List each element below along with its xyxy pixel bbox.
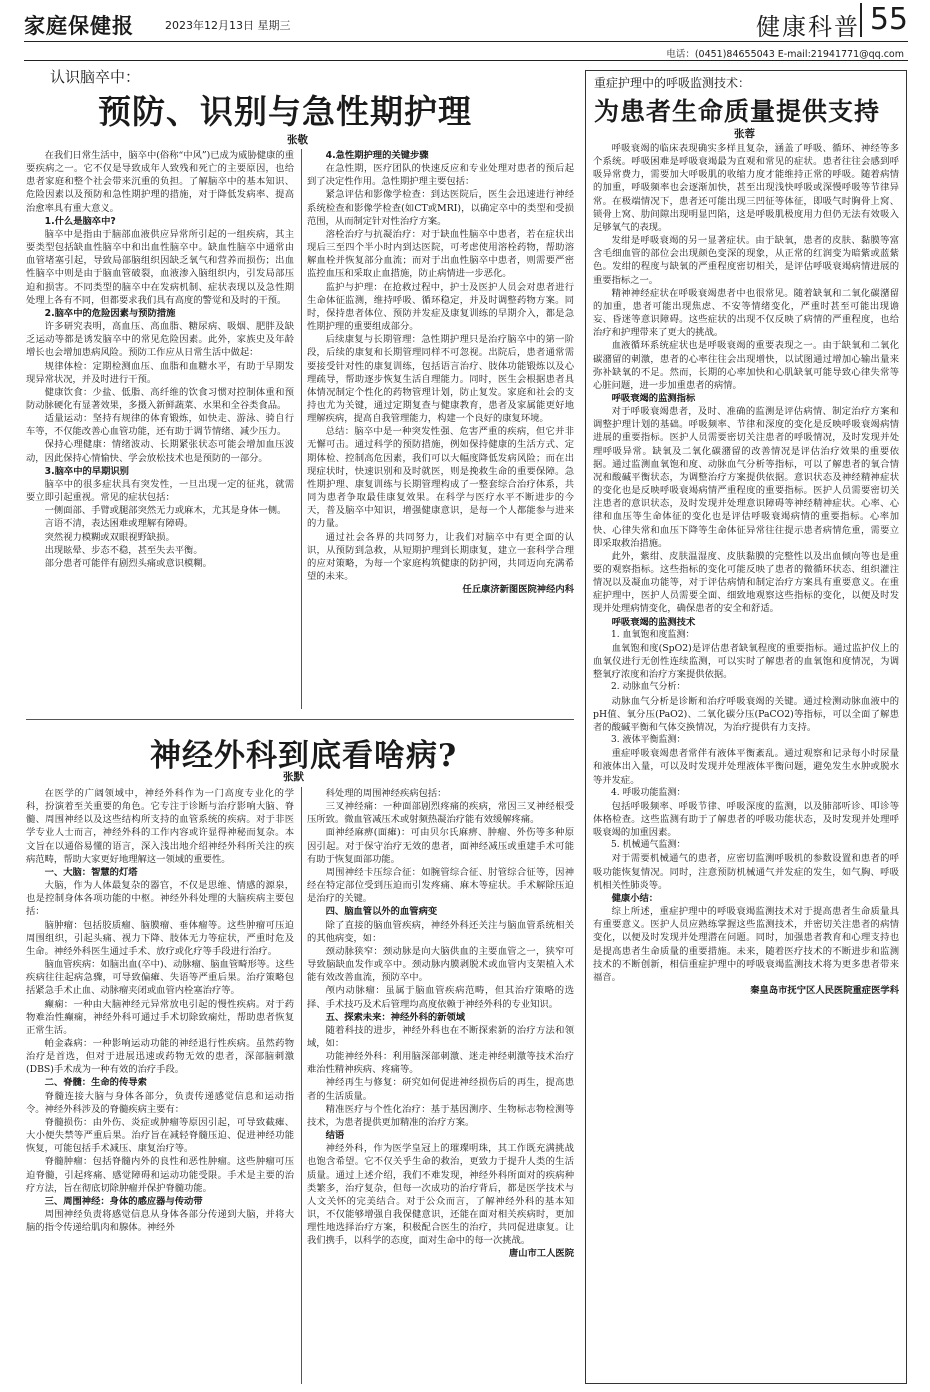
paragraph: 在急性期，医疗团队的快速反应和专业处理对患者的预后起到了决定性作用。急性期护理主要包括： bbox=[307, 163, 574, 188]
subheading: 2. 动脉血气分析： bbox=[611, 682, 686, 693]
paragraph: 脊髓肿瘤：包括脊髓内外的良性和恶性肿瘤。这些肿瘤可压迫脊髓，引起疼痛、感觉障碍和运动功能受限。手术是主要的治疗方法，旨在彻底切除肿瘤并保护脊髓功能。 bbox=[26, 1156, 294, 1194]
paragraph: 紧急评估和影像学检查：到达医院后，医生会迅速进行神经系统检查和影像学检查(如CT或MRI)，以确定卒中的类型和受损范围，从而制定针对性治疗方案。 bbox=[307, 189, 574, 227]
paragraph: 周围神经卡压综合征：如腕管综合征、肘管综合征等，因神经在特定部位受到压迫而引发疼痛、麻木等症状。手术解除压迫是治疗的关键。 bbox=[307, 866, 574, 905]
article3-title: 为患者生命质量提供支持 bbox=[594, 97, 881, 126]
paragraph: 一侧面部、手臂或腿部突然无力或麻木，尤其是身体一侧。 bbox=[44, 505, 287, 517]
paragraph: 出现眩晕、步态不稳，甚至失去平衡。 bbox=[44, 544, 203, 556]
masthead: 家庭保健报 bbox=[24, 14, 134, 38]
paragraph: 部分患者可能伴有剧烈头痛或意识模糊。 bbox=[44, 557, 212, 569]
section-heading: 呼吸衰竭的监测指标 bbox=[611, 392, 696, 404]
paragraph: 脑卒中是指由于脑部血液供应异常所引起的一组疾病，其主要类型包括缺血性脑卒中和出血性脑卒中。缺血性脑卒中通常由血管堵塞引起，导致局部脑组织因缺乏氧气和营养而损伤；出血性脑卒中则是由于脑血管破裂，血液渗入脑组织内，引发局部压迫和损害。不同类型的脑卒中在发病机制、症状表现以及急性期处理上各有不同，但都要求我们具有高度的警觉和及时的干预。 bbox=[26, 228, 294, 306]
paragraph: 脊髓连接大脑与身体各部分，负责传递感觉信息和运动指令。神经外科涉及的脊髓疾病主要有： bbox=[26, 1090, 294, 1115]
paragraph: 综上所述，重症护理中的呼吸衰竭监测技术对于提高患者生命质量具有重要意义。医护人员应熟练掌握这些监测技术，并密切关注患者的病情变化，以便及时发现并处理潜在问题。同时，加强患者教育和心理支持也是提高患者生命质量的重要措施。未来，随着医疗技术的不断进步和监测技术的不断创新，相信重症护理中的呼吸衰竭监测技术将为更多患者带来福音。 bbox=[593, 906, 899, 983]
subheading: 1. 血氧饱和度监测： bbox=[611, 629, 695, 640]
section-heading: 2.脑卒中的危险因素与预防措施 bbox=[44, 307, 176, 319]
section-heading: 二、脊髓：生命的传导索 bbox=[44, 1077, 147, 1089]
author-affiliation: 秦皇岛市抚宁区人民医院重症医学科 bbox=[750, 985, 899, 996]
article2-column-2 bbox=[307, 787, 574, 1384]
page-number: 55 bbox=[860, 3, 908, 37]
section-heading: 三、周围神经：身体的感应器与传动带 bbox=[44, 1195, 203, 1207]
paragraph: 血液循环系统症状也是呼吸衰竭的重要表现之一。由于缺氧和二氧化碳潴留的刺激，患者的心率往往会出现增快，以试图通过增加心输出量来弥补缺氧的不足。然而，长期的心率加快和心肌缺氧可能导致心律失常等心脏问题，进一步加重患者的病情。 bbox=[593, 340, 899, 391]
paragraph: 在我们日常生活中，脑卒中(俗称“中风”)已成为威胁健康的重要疾病之一。它不仅是导致成年人致残和死亡的主要原因，也给患者家庭和整个社会带来沉重的负担。了解脑卒中的基本知识、危险因素以及预防和急性期护理的措施，对于降低发病率、提高治愈率具有重大意义。 bbox=[26, 150, 294, 214]
author-affiliation: 唐山市工人医院 bbox=[508, 1248, 574, 1260]
article2-author: 张默 bbox=[283, 771, 304, 783]
paragraph: 神经再生与修复：研究如何促进神经损伤后的再生，提高患者的生活质量。 bbox=[307, 1077, 574, 1102]
article3-body bbox=[593, 142, 899, 1380]
section-heading: 呼吸衰竭的监测技术 bbox=[611, 616, 696, 628]
paragraph: 保持心理健康：情绪波动、长期紧张状态可能会增加血压波动，因此保持心情愉快、学会放松技术也是预防的一部分。 bbox=[26, 439, 294, 464]
section-heading: 4.急性期护理的关键步骤 bbox=[325, 150, 429, 161]
subheading: 4. 呼吸功能监测： bbox=[611, 787, 686, 798]
paragraph: 突然视力模糊或双眼视野缺损。 bbox=[44, 531, 175, 543]
paragraph: 颈动脉狭窄：颈动脉是向大脑供血的主要血管之一，狭窄可导致脑缺血发作或卒中。颈动脉内膜剥脱术或血管内支架植入术能有效改善血流，预防卒中。 bbox=[307, 945, 574, 984]
article1-column-2 bbox=[307, 149, 574, 715]
paragraph: 监护与护理：在抢救过程中，护士及医护人员会对患者进行生命体征监测，维持呼吸、循环稳定，并及时调整药物方案。同时，保持患者体位、预防并发症及康复训练的早期介入，都是急性期护理的重要组成部分。 bbox=[307, 281, 574, 333]
paragraph: 溶栓治疗与抗凝治疗：对于缺血性脑卒中患者，若在症状出现后三至四个半小时内到达医院，可考虑使用溶栓药物，帮助溶解血栓并恢复部分血流；而对于出血性脑卒中患者，则需要严密监控血压和采取止血措施，防止病情进一步恶化。 bbox=[307, 228, 574, 280]
paragraph: 发绀是呼吸衰竭的另一显著症状。由于缺氧，患者的皮肤、黏膜等富含毛细血管的部位会出现颜色变深的现象，从正常的红润变为暗紫或蓝紫色。发绀的程度与缺氧的严重程度密切相关，是评估呼吸衰竭病情进展的重要指标之一。 bbox=[593, 235, 899, 286]
paragraph: 包括呼吸频率、呼吸节律、呼吸深度的监测，以及肺部听诊、叩诊等体格检查。这些监测有助于了解患者的呼吸功能状态，及时发现并处理呼吸衰竭的加重因素。 bbox=[593, 800, 899, 839]
paragraph: 此外，紫绀、皮肤温湿度、皮肤黏膜的完整性以及出血倾向等也是重要的观察指标。这些指标的变化可能反映了患者的微循环状态、组织灌注情况以及凝血功能等，对于评估病情和制定治疗方案具有重要意义。在重症护理中，医护人员需要全面、细致地观察这些指标的变化，以便及时发现并处理病情变化，确保患者的安全和舒适。 bbox=[593, 550, 899, 615]
article3-author: 张蓉 bbox=[734, 128, 755, 140]
issue-date: 2023年12月13日 星期三 bbox=[165, 19, 291, 32]
paragraph: 动脉血气分析是诊断和治疗呼吸衰竭的关键。通过检测动脉血液中的pH值、氧分压(PaO2)、二氧化碳分压(PaCO2)等指标，可以全面了解患者的酸碱平衡和气体交换情况，为治疗提供有力支持。 bbox=[593, 695, 899, 733]
paragraph: 除了直接的脑血管疾病，神经外科还关注与脑血管系统相关的其他病变，如： bbox=[307, 919, 574, 944]
header-rule-2 bbox=[24, 60, 908, 61]
article3-kicker: 重症护理中的呼吸监测技术： bbox=[594, 76, 751, 90]
header-rule bbox=[24, 41, 908, 42]
article-divider bbox=[26, 719, 574, 720]
column-divider-2 bbox=[301, 787, 302, 1384]
section-heading: 五、探索未来：神经外科的新领域 bbox=[325, 1011, 466, 1023]
subheading: 3. 液体平衡监测： bbox=[611, 735, 686, 746]
section-heading: 一、大脑：智慧的灯塔 bbox=[44, 866, 138, 878]
paragraph: 后续康复与长期管理：急性期护理只是治疗脑卒中的第一阶段，后续的康复和长期管理同样不可忽视。出院后，患者通常需要接受针对性的康复训练，包括语言治疗、肢体功能锻炼以及心理疏导，帮助逐步恢复生活自理能力。同时，医生会根据患者具体情况制定个性化的药物管理计划，防止复发。家庭和社会的支持也尤为关键，通过定期复查与健康教育，患者及家属能更好地理解疾病，提高自我管理能力，构建一个良好的康复环境。 bbox=[307, 334, 574, 425]
paragraph: 言语不清，表达困难或理解有障碍。 bbox=[44, 518, 194, 530]
paragraph: 脑血管疾病：如脑出血(卒中)、动脉瘤、脑血管畸形等。这些疾病往往起病急骤，可导致偏瘫、失语等严重后果。治疗策略包括紧急手术止血、动脉瘤夹闭或血管内栓塞治疗等。 bbox=[26, 959, 294, 997]
article1-column-1 bbox=[26, 149, 294, 709]
section-heading: 健康小结： bbox=[611, 892, 659, 904]
paragraph: 对于呼吸衰竭患者，及时、准确的监测是评估病情、制定治疗方案和调整护理计划的基础。呼吸频率、节律和深度的变化是反映呼吸衰竭病情进展的重要指标。医护人员需要密切关注患者的呼吸情况，及时发现并处理呼吸异常。缺氧及二氧化碳潴留的改善情况是评估治疗效果的重要依据。通过监测血氧饱和度、动脉血气分析等指标，可以了解患者的氧合情况和酸碱平衡状态，为调整治疗方案提供依据。意识状态及神经精神症状的变化也是反映呼吸衰竭病情严重程度的重要指标。医护人员需要密切关注患者的意识状态，及时发现并处理意识障碍等神经精神症状。心率、心律和血压等生命体征的变化也是评估呼吸衰竭病情的重要指标。心率加快、心律失常和血压下降等生命体征异常往往提示患者病情危重，需要立即采取救治措施。 bbox=[593, 406, 899, 549]
paragraph: 大脑，作为人体最复杂的器官，不仅是思维、情感的源泉，也是控制身体各项功能的中枢。神经外科处理的大脑疾病主要包括： bbox=[26, 880, 294, 918]
paragraph: 适量运动：坚持有规律的体育锻炼，如快走、游泳、骑自行车等，不仅能改善心血管功能，还有助于调节情绪、减少压力。 bbox=[26, 413, 294, 438]
author-affiliation: 任丘康济新图医院神经内科 bbox=[462, 584, 574, 596]
paragraph: 神经外科，作为医学皇冠上的璀璨明珠，其工作既充满挑战也饱含希望。它不仅关乎生命的救治，更致力于提升人类的生活质量。通过上述介绍，我们不难发现，神经外科所面对的疾病种类繁多，治疗复杂，但每一次成功的治疗背后，都是医学技术与人文关怀的完美结合。对于公众而言，了解神经外科的基本知识，不仅能够增强自我保健意识，还能在面对相关疾病时，更加理性地选择治疗方案，积极配合医生的治疗，共同促进康复。让我们携手，以科学的态度，面对生命中的每一次挑战。 bbox=[307, 1143, 574, 1247]
paragraph: 随着科技的进步，神经外科也在不断探索新的治疗方法和领域，如： bbox=[307, 1024, 574, 1049]
paragraph: 颅内动脉瘤：虽属于脑血管疾病范畴，但其治疗策略的选择、手术技巧及术后管理均高度依赖于神经外科的专业知识。 bbox=[307, 985, 574, 1010]
paragraph: 健康饮食：少盐、低脂、高纤维的饮食习惯对控制体重和预防动脉硬化有显著效果，多摄入新鲜蔬菜、水果和全谷类食品。 bbox=[26, 386, 294, 411]
paragraph: 癫痫：一种由大脑神经元异常放电引起的慢性疾病。对于药物难治性癫痫，神经外科可通过手术切除致痫灶，帮助患者恢复正常生活。 bbox=[26, 998, 294, 1036]
contact-line: 电话：(0451)84655043 E-mail:21941771@qq.com bbox=[666, 49, 904, 60]
paragraph: 在医学的广阔领域中，神经外科作为一门高度专业化的学科，扮演着至关重要的角色。它专注于诊断与治疗影响大脑、脊髓、周围神经以及这些结构所支持的血管系统的疾病。对于非医学专业人士而言，神经外科的工作内容或许显得神秘而复杂。本文旨在以通俗易懂的语言，深入浅出地介绍神经外科所关注的疾病范畴，帮助大家更好地理解这一领域的重要性。 bbox=[26, 788, 294, 865]
article1-kicker: 认识脑卒中： bbox=[50, 68, 141, 86]
paragraph: 对于需要机械通气的患者，应密切监测呼吸机的参数设置和患者的呼吸功能恢复情况。同时，注意预防机械通气并发症的发生，如气胸、呼吸机相关性肺炎等。 bbox=[593, 853, 899, 891]
paragraph: 呼吸衰竭的临床表现确实多样且复杂，涵盖了呼吸、循环、神经等多个系统。呼吸困难是呼吸衰竭最为直观和常见的症状。患者往往会感到呼吸异常费力，需要加大呼吸肌的收缩力度才能维持正常的呼吸。随着病情的加重，呼吸频率也会逐渐加快，甚至出现浅快呼吸或深慢呼吸等节律异常。在极端情况下，患者还可能出现三凹征等体征，即吸气时胸骨上窝、锁骨上窝、肋间隙出现明显凹陷，这是呼吸肌极度用力但仍无法有效吸入足够氧气的表现。 bbox=[593, 143, 899, 233]
section-heading: 3.脑卒中的早期识别 bbox=[44, 465, 129, 477]
paragraph: 功能神经外科：利用脑深部刺激、迷走神经刺激等技术治疗难治性精神疾病、疼痛等。 bbox=[307, 1051, 574, 1076]
section-name: 健康科普 bbox=[756, 13, 860, 41]
section-heading: 1.什么是脑卒中? bbox=[44, 215, 116, 227]
paragraph: 脑卒中的很多症状具有突发性，一旦出现一定的征兆，就需要立即引起重视。常见的症状包括： bbox=[26, 478, 294, 504]
column-divider bbox=[301, 149, 302, 709]
paragraph: 科处理的周围神经疾病包括： bbox=[325, 788, 447, 799]
paragraph: 面神经麻痹(面瘫)：可由贝尔氏麻痹、肿瘤、外伤等多种原因引起。对于保守治疗无效的患者，面神经减压或重建手术可能有助于恢复面部功能。 bbox=[307, 827, 574, 865]
section-heading: 结语 bbox=[325, 1130, 345, 1142]
article2-column-1 bbox=[26, 787, 294, 1384]
paragraph: 周围神经负责将感觉信息从身体各部分传递到大脑，并将大脑的指令传递给肌肉和腺体。神经外 bbox=[26, 1209, 294, 1234]
article1-title: 预防、识别与急性期护理 bbox=[98, 92, 472, 131]
paragraph: 三叉神经痛：一种面部剧烈疼痛的疾病，常因三叉神经根受压所致。微血管减压术或射频热凝治疗能有效缓解疼痛。 bbox=[307, 801, 574, 826]
paragraph: 帕金森病：一种影响运动功能的神经退行性疾病。虽然药物治疗是首选，但对于进展迅速或药物无效的患者，深部脑刺激(DBS)手术成为一种有效的治疗手段。 bbox=[26, 1037, 294, 1076]
paragraph: 许多研究表明，高血压、高血脂、糖尿病、吸烟、肥胖及缺乏运动等都是诱发脑卒中的常见危险因素。此外，家族史及年龄增长也会增加患病风险。预防工作应从日常生活中做起： bbox=[26, 321, 294, 359]
paragraph: 脊髓损伤：由外伤、炎症或肿瘤等原因引起，可导致截瘫、大小便失禁等严重后果。治疗旨在减轻脊髓压迫、促进神经功能恢复，可能包括手术减压、康复治疗等。 bbox=[26, 1116, 294, 1155]
paragraph: 规律体检：定期检测血压、血脂和血糖水平，有助于早期发现异常状况，并及时进行干预。 bbox=[26, 360, 294, 385]
paragraph: 重症呼吸衰竭患者常伴有液体平衡紊乱。通过观察和记录每小时尿量和液体出入量，可以及时发现并处理液体平衡问题，避免发生水肿或脱水等并发症。 bbox=[593, 748, 899, 786]
paragraph: 精准医疗与个性化治疗：基于基因测序、生物标志物检测等技术，为患者提供更加精准的治疗方案。 bbox=[307, 1103, 574, 1128]
paragraph: 脑肿瘤：包括胶质瘤、脑膜瘤、垂体瘤等。这些肿瘤可压迫周围组织，引起头痛、视力下降、肢体无力等症状，严重时危及生命。神经外科医生通过手术、放疗或化疗等手段进行治疗。 bbox=[26, 919, 294, 957]
section-heading: 四、脑血管以外的血管病变 bbox=[325, 906, 438, 918]
paragraph: 精神神经症状在呼吸衰竭患者中也很常见。随着缺氧和二氧化碳潴留的加重，患者可能出现焦虑、不安等情绪变化，严重时甚至可能出现谵妄、昏迷等意识障碍。这些症状的出现不仅反映了病情的严重程度，也给治疗和护理带来了更大的挑战。 bbox=[593, 287, 899, 339]
article2-title: 神经外科到底看啥病? bbox=[150, 738, 458, 774]
article1-author: 张敬 bbox=[287, 134, 308, 146]
subheading: 5. 机械通气监测： bbox=[611, 840, 686, 851]
paragraph: 总结：脑卒中是一种突发性强、危害严重的疾病，但它并非无懈可击。通过科学的预防措施，例如保持健康的生活方式、定期体检、控制高危因素，我们可以大幅度降低发病风险；而在出现症状时，快速识别和及时就医，则是挽救生命的重要保障。急性期护理、康复训练与长期管理构成了一整套综合治疗体系，共同为患者争取最佳康复效果。在科学与医疗水平不断进步的今天，普及脑卒中知识，增强健康意识，是每一个人都能参与进来的力量。 bbox=[307, 426, 574, 530]
paragraph: 血氧饱和度(SpO2)是评估患者缺氧程度的重要指标。通过监护仪上的血氧仪进行无创性连续监测，可以实时了解患者的血氧饱和度情况，为调整氧疗浓度和治疗方案提供依据。 bbox=[593, 642, 899, 681]
paragraph: 通过社会各界的共同努力，让我们对脑卒中有更全面的认识，从预防到急救，从短期护理到长期康复，建立一套科学合理的应对策略，为每一个家庭构筑健康的防护网，共同迈向充满希望的未来。 bbox=[307, 531, 574, 582]
